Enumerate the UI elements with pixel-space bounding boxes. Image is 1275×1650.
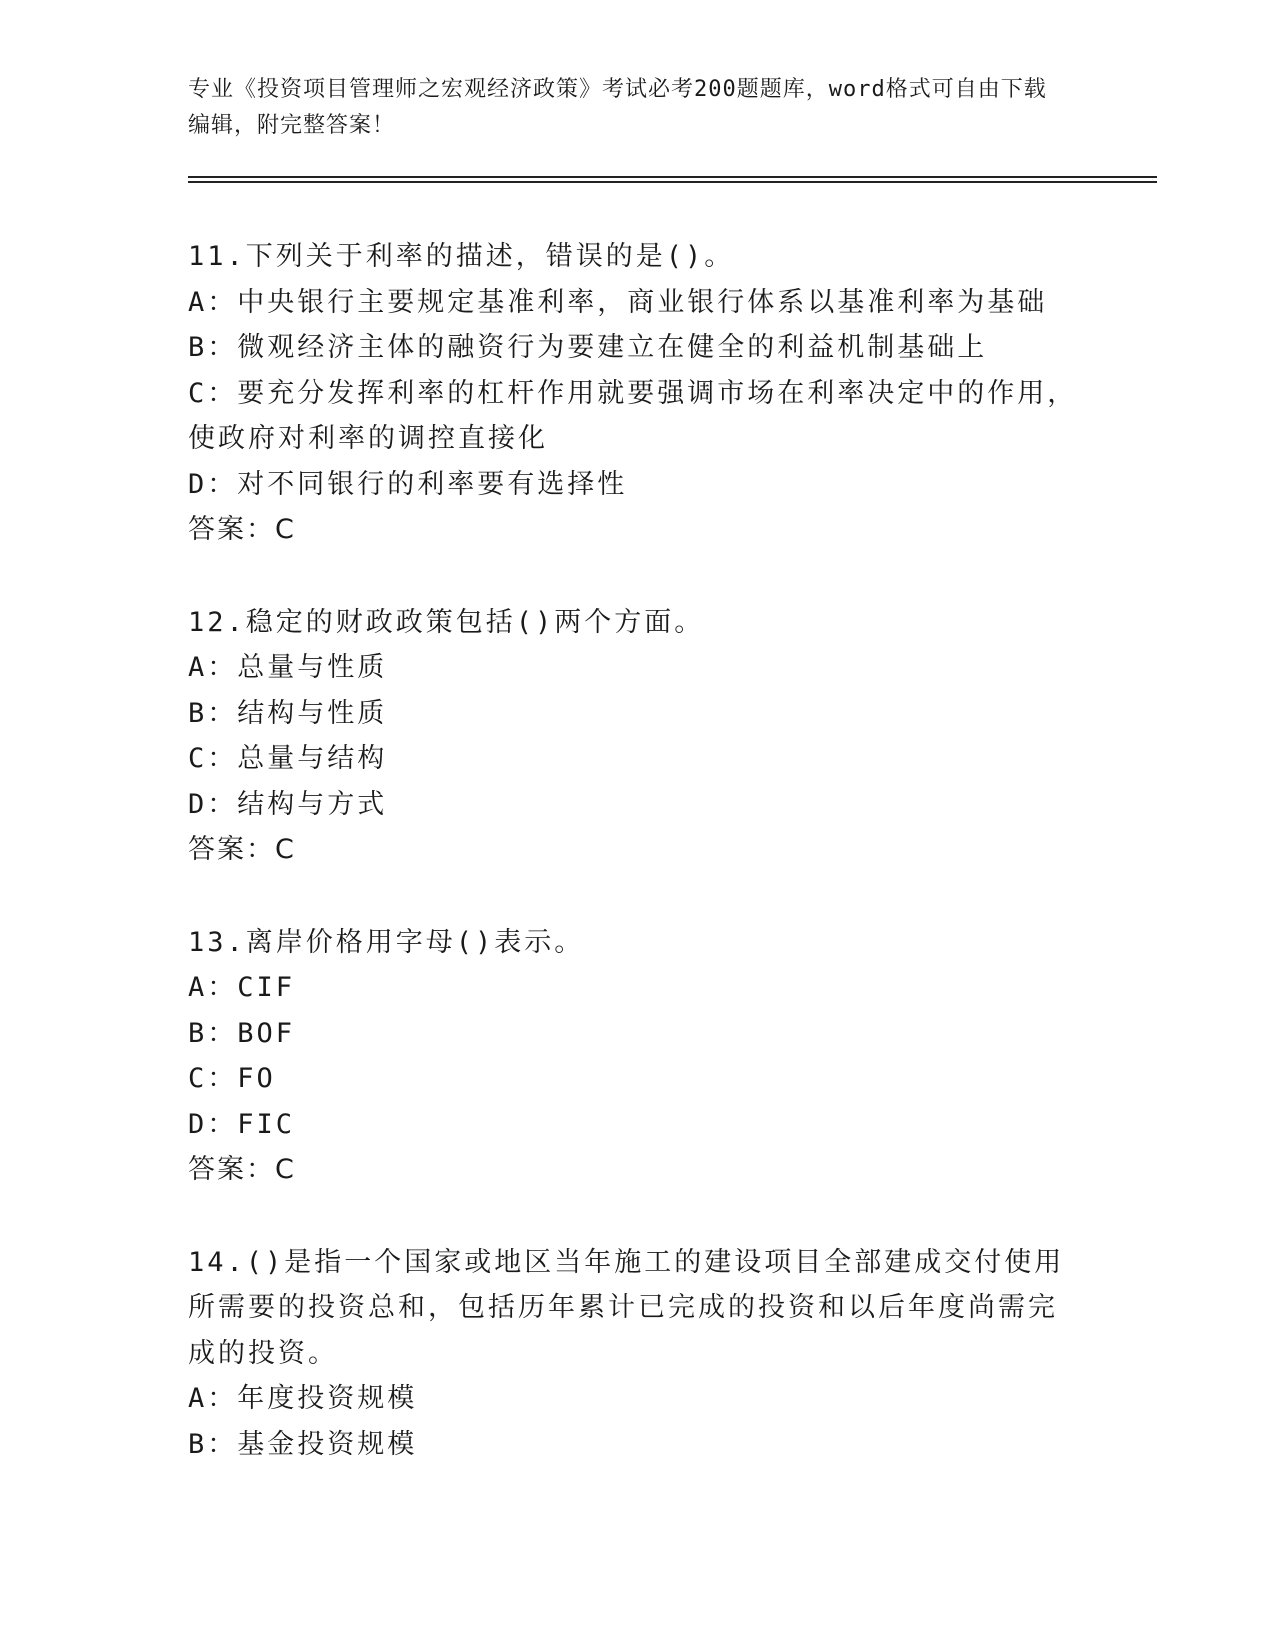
answer: 答案：C xyxy=(188,834,296,865)
answer: 答案：C xyxy=(188,514,296,545)
answer: 答案：C xyxy=(188,1154,296,1185)
question-stem: 11.下列关于利率的描述，错误的是()。 xyxy=(188,241,735,272)
document-header: 专业《投资项目管理师之宏观经济政策》考试必考200题题库，word格式可自由下载编辑，附完整答案！ xyxy=(188,77,1047,138)
option-b: B：BOF xyxy=(188,1017,296,1049)
option-b: B：结构与性质 xyxy=(188,697,388,729)
option-c: C：总量与结构 xyxy=(188,743,388,774)
option-a: A：中央银行主要规定基准利率，商业银行体系以基准利率为基础 xyxy=(188,286,1048,318)
option-c: C：要充分发挥利率的杠杆作用就要强调市场在利率决定中的作用，使政府对利率的调控直接化 xyxy=(188,377,1078,454)
header-divider-top xyxy=(188,176,1157,178)
option-a: A：年度投资规模 xyxy=(188,1383,418,1414)
question-13 xyxy=(188,920,1078,1193)
option-b: B：基金投资规模 xyxy=(188,1428,418,1460)
question-12 xyxy=(188,600,1078,873)
option-b: B：微观经济主体的融资行为要建立在健全的利益机制基础上 xyxy=(188,332,988,363)
option-a: A：CIF xyxy=(188,972,296,1003)
header-divider-bottom xyxy=(188,181,1157,183)
option-d: D：对不同银行的利率要有选择性 xyxy=(188,468,628,500)
option-c: C：FO xyxy=(188,1063,276,1094)
question-11 xyxy=(188,234,1078,553)
question-stem: 13.离岸价格用字母()表示。 xyxy=(188,926,585,958)
question-14 xyxy=(188,1240,1078,1468)
option-d: D：结构与方式 xyxy=(188,788,388,820)
option-d: D：FIC xyxy=(188,1108,296,1140)
option-a: A：总量与性质 xyxy=(188,652,388,683)
question-stem: 14.()是指一个国家或地区当年施工的建设项目全部建成交付使用所需要的投资总和，包括历年累计已完成的投资和以后年度尚需完成的投资。 xyxy=(188,1246,1065,1369)
question-stem: 12.稳定的财政政策包括()两个方面。 xyxy=(188,606,705,638)
question-list xyxy=(188,234,1078,1467)
